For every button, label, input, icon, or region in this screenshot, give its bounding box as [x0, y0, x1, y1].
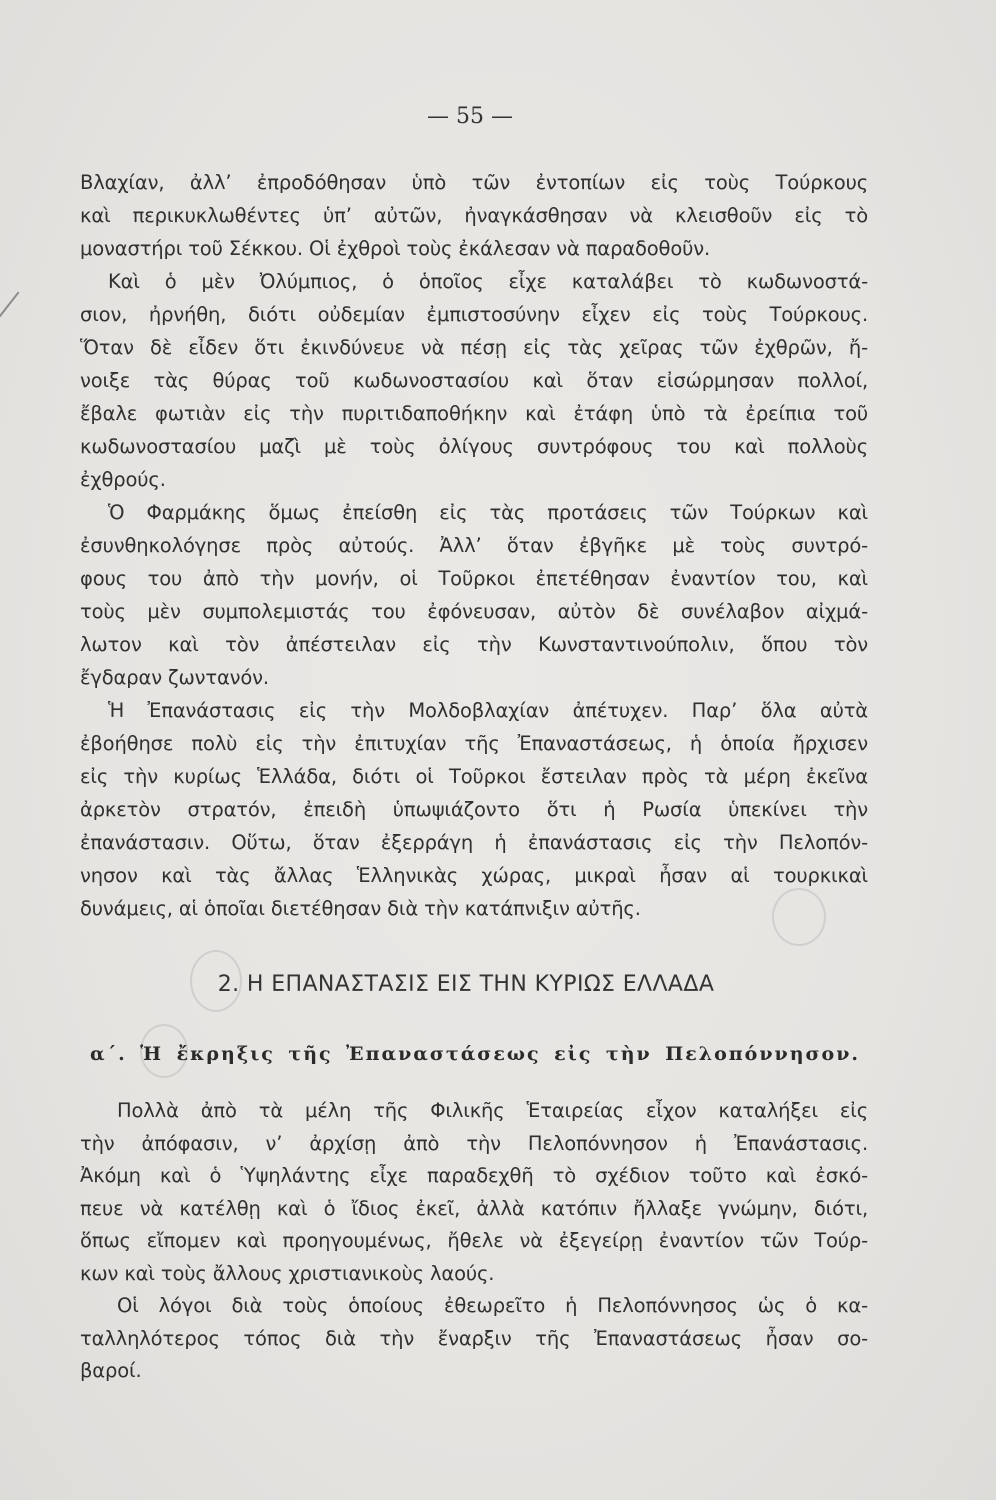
page-number: — 55 —	[427, 104, 513, 129]
paragraph	[80, 265, 868, 496]
text-line: Πολλὰ ἀπὸ τὰ μέλη τῆς Φιλικῆς Ἑταιρείας εἶχον καταλήξει εἰς	[117, 1099, 868, 1122]
section-heading: 2. Η ΕΠΑΝΑΣΤΑΣΙΣ ΕΙΣ ΤΗΝ ΚΥΡΙΩΣ ΕΛΛΑΔΑ	[217, 972, 715, 997]
text-line: Βλαχίαν, ἀλλ’ ἐπροδόθησαν ὑπὸ τῶν ἐντοπίων εἰς τοὺς Τούρκους	[80, 171, 868, 194]
text-line: βαροί.	[80, 1359, 142, 1382]
section-body-text	[80, 1095, 868, 1388]
text-line: λωτον καὶ τὸν ἀπέστειλαν εἰς τὴν Κωνσταντινούπολιν, ὅπου τὸν	[80, 633, 868, 656]
text-line: ἐχθρούς.	[80, 468, 166, 491]
text-line: ἐπανάστασιν. Οὕτω, ὅταν ἐξερράγη ἡ ἐπανάστασις εἰς τὴν Πελοπόν-	[80, 831, 868, 854]
pencil-mark	[0, 292, 19, 323]
text-line: ἐσυνθηκολόγησε πρὸς αὐτούς. Ἀλλ’ ὅταν ἐβγῆκε μὲ τοὺς συντρό-	[80, 534, 868, 557]
text-line: δυνάμεις, αἱ ὁποῖαι διετέθησαν διὰ τὴν κατάπνιξιν αὐτῆς.	[80, 897, 641, 920]
text-line: εἰς τὴν κυρίως Ἑλλάδα, διότι οἱ Τοῦρκοι ἔστειλαν πρὸς τὰ μέρη ἐκεῖνα	[80, 765, 868, 788]
text-line: Ὅταν δὲ εἶδεν ὅτι ἐκινδύνευε νὰ πέσῃ εἰς τὰς χεῖρας τῶν ἐχθρῶν, ἤ-	[80, 336, 868, 359]
text-line: κωδωνοστασίου μαζὶ μὲ τοὺς ὀλίγους συντρόφους του καὶ πολλοὺς	[80, 435, 868, 458]
text-line: Ὁ Φαρμάκης ὅμως ἐπείσθη εἰς τὰς προτάσεις τῶν Τούρκων καὶ	[108, 501, 868, 524]
text-line: τοὺς μὲν συμπολεμιστάς του ἐφόνευσαν, αὐτὸν δὲ συνέλαβον αἰχμά-	[80, 600, 868, 623]
text-line: ἐβοήθησε πολὺ εἰς τὴν ἐπιτυχίαν τῆς Ἐπαναστάσεως, ἡ ὁποία ἤρχισεν	[80, 732, 868, 755]
text-line: νοιξε τὰς θύρας τοῦ κωδωνοστασίου καὶ ὅταν εἰσώρμησαν πολλοί,	[80, 369, 868, 392]
text-line: τὴν ἀπόφασιν, ν’ ἀρχίσῃ ἀπὸ τὴν Πελοπόννησον ἡ Ἐπανάστασις.	[80, 1131, 868, 1155]
text-line: ταλληλότερος τόπος διὰ τὴν ἔναρξιν τῆς Ἐπαναστάσεως ἦσαν σο-	[80, 1326, 868, 1350]
text-line: ἔγδαραν ζωντανόν.	[80, 666, 269, 689]
body-text	[80, 166, 868, 925]
text-line: κων καὶ τοὺς ἄλλους χριστιανικοὺς λαούς.	[80, 1261, 495, 1285]
text-line: σιον, ἠρνήθη, διότι οὐδεμίαν ἐμπιστοσύνην εἶχεν εἰς τοὺς Τούρκους.	[80, 303, 868, 326]
text-line: φους του ἀπὸ τὴν μονήν, οἱ Τοῦρκοι ἐπετέθησαν ἐναντίον του, καὶ	[80, 567, 868, 590]
text-line: πευε νὰ κατέλθῃ καὶ ὁ ἴδιος ἐκεῖ, ἀλλὰ κατόπιν ἤλλαξε γνώμην, διότι,	[80, 1196, 868, 1220]
paragraph	[80, 694, 868, 925]
text-line: Οἱ λόγοι διὰ τοὺς ὁποίους ἐθεωρεῖτο ἡ Πελοπόννησος ὡς ὁ κα-	[117, 1294, 868, 1317]
paragraph	[80, 496, 868, 694]
text-line: μοναστήρι τοῦ Σέκκου. Οἱ ἐχθροὶ τοὺς ἐκάλεσαν νὰ παραδοθοῦν.	[80, 237, 711, 260]
paragraph	[80, 166, 868, 265]
text-line: ἀρκετὸν στρατόν, ἐπειδὴ ὑπωψιάζοντο ὅτι ἡ Ρωσία ὑπεκίνει τὴν	[80, 798, 868, 821]
paragraph	[80, 1290, 868, 1388]
text-line: Καὶ ὁ μὲν Ὀλύμπιος, ὁ ὁποῖος εἶχε καταλάβει τὸ κωδωνοστά-	[108, 270, 868, 293]
text-line: καὶ περικυκλωθέντες ὑπ’ αὐτῶν, ἠναγκάσθησαν νὰ κλεισθοῦν εἰς τὸ	[80, 204, 868, 227]
section-subheading: α΄. Ἡ ἔκρηξις τῆς Ἐπαναστάσεως εἰς τὴν Πελοπόννησον.	[90, 1043, 860, 1065]
text-line: Ἡ Ἐπανάστασις εἰς τὴν Μολδοβλαχίαν ἀπέτυχεν. Παρ’ ὅλα αὐτὰ	[108, 699, 868, 722]
text-line: ἔβαλε φωτιὰν εἰς τὴν πυριτιδαποθήκην καὶ ἐτάφη ὑπὸ τὰ ἐρείπια τοῦ	[80, 402, 868, 425]
text-line: νησον καὶ τὰς ἄλλας Ἑλληνικὰς χώρας, μικραὶ ἦσαν αἱ τουρκικαὶ	[80, 864, 868, 887]
text-line: ὅπως εἴπομεν καὶ προηγουμένως, ἤθελε νὰ ἐξεγείρῃ ἐναντίον τῶν Τούρ-	[80, 1229, 868, 1252]
text-line: Ἀκόμη καὶ ὁ Ὑψηλάντης εἶχε παραδεχθῆ τὸ σχέδιον τοῦτο καὶ ἐσκό-	[80, 1164, 868, 1187]
paragraph	[80, 1095, 868, 1290]
